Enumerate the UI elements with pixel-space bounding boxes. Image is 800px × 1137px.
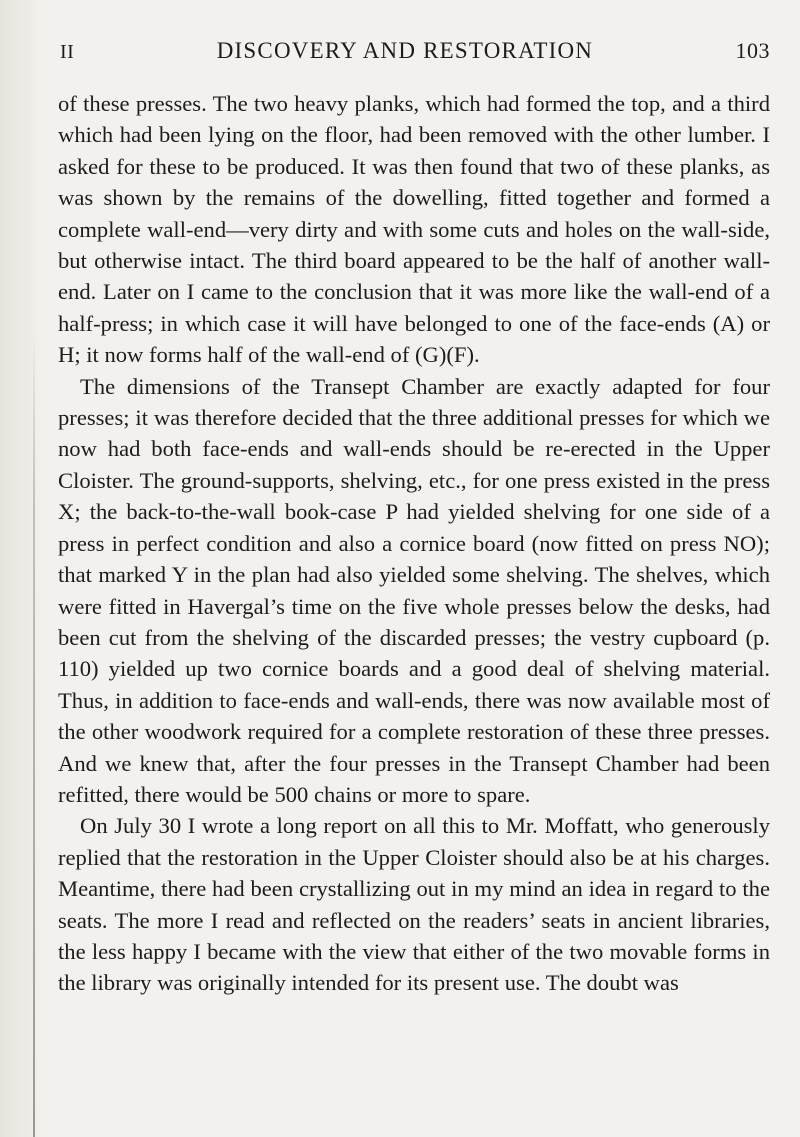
binding-gutter (0, 0, 42, 1137)
running-head (58, 38, 770, 78)
book-page (58, 38, 770, 999)
chapter-number: II (60, 41, 75, 63)
paragraph-3: On July 30 I wrote a long report on all this to Mr. Moffatt, who generously replied that the restoration in the Upper Cloister should also be at his charges. Meantime, there had been crystallizing out in my mind an idea in regard to the seats. The more I read and reflected on the readers’ seats in ancient libraries, the less happy I became with the view that either of the two movable forms in the library was originally intended for its present use. The doubt was (58, 813, 770, 996)
paragraph-1: of these presses. The two heavy planks, which had formed the top, and a third which had been lying on the floor, had been removed with the other lumber. I asked for these to be produced. It was then found that two of these planks, as was shown by the remains of the dowelling, fitted together and formed a complete wall-end—very dirty and with some cuts and holes on the wall-side, but otherwise intact. The third board appeared to be the half of another wall-end. Later on I came to the conclusion that it was more like the wall-end of a half-press; in which case it will have belonged to one of the face-ends (A) or H; it now forms half of the wall-end of (G)(F). (58, 91, 770, 368)
body-text (58, 88, 770, 999)
binding-edge-line (33, 330, 35, 1137)
running-title: DISCOVERY AND RESTORATION (216, 38, 594, 63)
paragraph-2: The dimensions of the Transept Chamber are exactly adapted for four presses; it was therefore decided that the three additional presses for which we now had both face-ends and wall-ends should be re-erected in the Upper Cloister. The ground-supports, shelving, etc., for one press existed in the press X; the back-to-the-wall book-case P had yielded shelving for one side of a press in perfect condition and also a cornice board (now fitted on press NO); that marked Y in the plan had also yielded some shelving. The shelves, which were fitted in Havergal’s time on the five whole presses below the desks, had been cut from the shelving of the discarded presses; the vestry cupboard (p. 110) yielded up two cornice boards and a good deal of shelving material. Thus, in addition to face-ends and wall-ends, there was now available most of the other woodwork required for a complete restoration of these three presses. And we knew that, after the four presses in the Transept Chamber had been refitted, there would be 500 chains or more to spare. (58, 373, 770, 807)
page-number: 103 (735, 38, 770, 63)
